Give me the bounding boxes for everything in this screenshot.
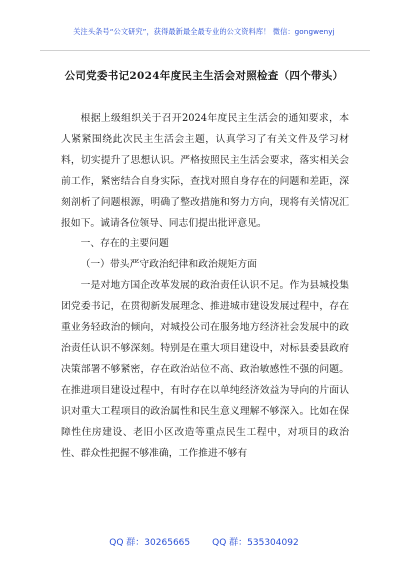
- footer-contact: [0, 535, 408, 548]
- intro-paragraph: 根据上级组织关于召开2024年度民主生活会的通知要求，本人紧紧围绕此次民主生活会主题，认真学习了有关文件及学习材料，切实提升了思想认识。严格按照民主生活会要求，落实相关会前工作，紧密结合自身实际，查找对照自身存在的问题和差距，深刻剖析了问题根源，明确了整改措施和努力方向，现将有关情况汇报如下。诚请各位领导、同志们提出批评意见。: [61, 113, 349, 229]
- header-divider: [40, 50, 370, 51]
- footer-qq-group-2: QQ 群：535304092: [212, 538, 299, 548]
- footer-qq-group-1: QQ 群：30265665: [109, 538, 191, 548]
- body-paragraph: 一是对地方国企改革发展的政治责任认识不足。作为县城投集团党委书记，在贯彻新发展理念、推进城市建设发展过程中，存在重业务轻政治的倾向，对城投公司在服务地方经济社会发展中的政治责任认识不够深刻。特别是在重大项目建设中，对标县委县政府决策部署不够紧密，存在政治站位不高、政治敏感性不强的问题。在推进项目建设过程中，有时存在以单纯经济效益为导向的片面认识对重大工程项目的政治属性和民生意义理解不够深入。比如在保障性住房建设、老旧小区改造等重点民生工程中，对项目的政治性、群众性把握不够准确，工作推进不够有: [61, 280, 349, 459]
- section-heading: 一、存在的主要问题: [80, 238, 169, 250]
- header-promo-note: 关注头条号“公文研究”，获得最新最全最专业的公文资料库！ 微信：gongwenyj: [73, 27, 335, 36]
- subsection-heading: （一）带头严守政治纪律和政治规矩方面: [80, 259, 257, 271]
- document-title: 公司党委书记2024年度民主生活会对照检查（四个带头）: [64, 70, 344, 82]
- document-body: [61, 109, 349, 464]
